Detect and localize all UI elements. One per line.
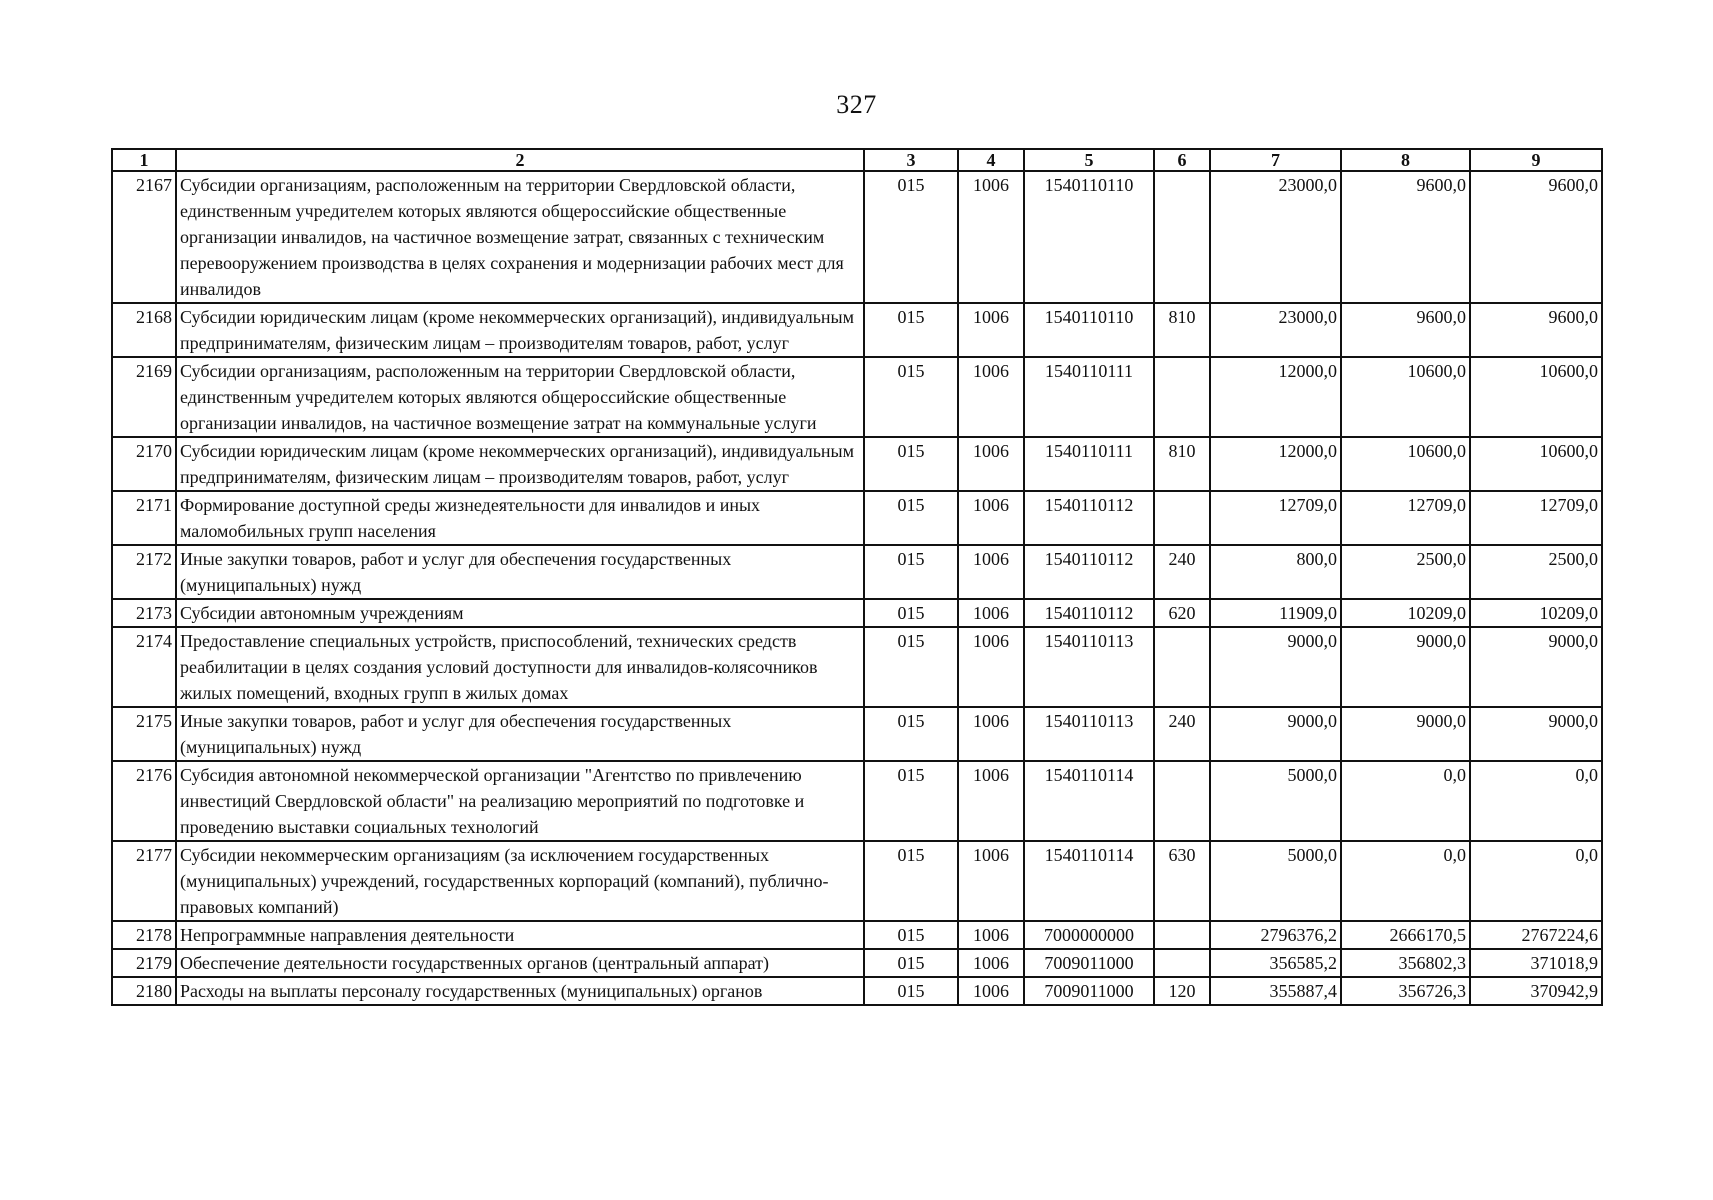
row-number: 2180 — [112, 977, 176, 1005]
table-row — [112, 491, 1602, 545]
row-name: Предоставление специальных устройств, приспособлений, технических средств реабилитации в целях создания условий доступности для инвалидов-колясочников жилых помещений, входных групп в жилых домах — [176, 627, 864, 707]
row-number: 2171 — [112, 491, 176, 545]
row-code-5: 1540110112 — [1024, 545, 1154, 599]
row-name: Субсидии юридическим лицам (кроме некоммерческих организаций), индивидуальным предпринимателям, физическим лицам – производителям товаров, работ, услуг — [176, 303, 864, 357]
table-row — [112, 841, 1602, 921]
row-value-9: 10209,0 — [1470, 599, 1602, 627]
row-code-6 — [1154, 491, 1210, 545]
row-name: Субсидии юридическим лицам (кроме некоммерческих организаций), индивидуальным предпринимателям, физическим лицам – производителям товаров, работ, услуг — [176, 437, 864, 491]
row-code-5: 1540110110 — [1024, 303, 1154, 357]
row-code-3: 015 — [864, 977, 958, 1005]
table-row — [112, 707, 1602, 761]
row-code-4: 1006 — [958, 707, 1024, 761]
row-code-5: 7000000000 — [1024, 921, 1154, 949]
row-number: 2176 — [112, 761, 176, 841]
row-number: 2179 — [112, 949, 176, 977]
row-number: 2174 — [112, 627, 176, 707]
row-code-5: 1540110112 — [1024, 491, 1154, 545]
row-code-5: 1540110114 — [1024, 761, 1154, 841]
row-name: Субсидии организациям, расположенным на территории Свердловской области, единственным учредителем которых являются общероссийские общественные организации инвалидов, на частичное возмещение затрат на коммунальные услуги — [176, 357, 864, 437]
row-value-8: 9000,0 — [1341, 627, 1470, 707]
row-code-6 — [1154, 357, 1210, 437]
row-name: Иные закупки товаров, работ и услуг для обеспечения государственных (муниципальных) нужд — [176, 707, 864, 761]
header-cell: 7 — [1210, 149, 1341, 171]
header-cell: 3 — [864, 149, 958, 171]
row-value-7: 2796376,2 — [1210, 921, 1341, 949]
row-code-4: 1006 — [958, 921, 1024, 949]
table-row — [112, 977, 1602, 1005]
row-value-8: 2666170,5 — [1341, 921, 1470, 949]
row-name: Иные закупки товаров, работ и услуг для обеспечения государственных (муниципальных) нужд — [176, 545, 864, 599]
row-value-8: 356726,3 — [1341, 977, 1470, 1005]
row-value-8: 9000,0 — [1341, 707, 1470, 761]
row-value-9: 371018,9 — [1470, 949, 1602, 977]
row-code-4: 1006 — [958, 545, 1024, 599]
row-value-7: 9000,0 — [1210, 707, 1341, 761]
row-value-8: 9600,0 — [1341, 171, 1470, 303]
row-value-7: 12000,0 — [1210, 437, 1341, 491]
row-code-4: 1006 — [958, 303, 1024, 357]
row-value-8: 10600,0 — [1341, 437, 1470, 491]
row-code-6 — [1154, 949, 1210, 977]
header-row — [112, 149, 1602, 171]
table-row — [112, 437, 1602, 491]
row-name: Обеспечение деятельности государственных органов (центральный аппарат) — [176, 949, 864, 977]
row-code-6 — [1154, 171, 1210, 303]
row-number: 2175 — [112, 707, 176, 761]
budget-table — [111, 148, 1603, 1006]
row-code-5: 1540110112 — [1024, 599, 1154, 627]
row-code-3: 015 — [864, 707, 958, 761]
header-cell: 8 — [1341, 149, 1470, 171]
row-code-6: 630 — [1154, 841, 1210, 921]
row-name: Субсидия автономной некоммерческой организации "Агентство по привлечению инвестиций Свердловской области" на реализацию мероприятий по подготовке и проведению выставки социальных технологий — [176, 761, 864, 841]
row-value-7: 9000,0 — [1210, 627, 1341, 707]
row-number: 2172 — [112, 545, 176, 599]
row-code-6 — [1154, 921, 1210, 949]
row-code-3: 015 — [864, 491, 958, 545]
row-code-3: 015 — [864, 841, 958, 921]
row-number: 2168 — [112, 303, 176, 357]
row-value-8: 2500,0 — [1341, 545, 1470, 599]
row-value-8: 10600,0 — [1341, 357, 1470, 437]
row-name: Формирование доступной среды жизнедеятельности для инвалидов и иных маломобильных групп населения — [176, 491, 864, 545]
table-row — [112, 303, 1602, 357]
row-value-7: 12000,0 — [1210, 357, 1341, 437]
row-code-3: 015 — [864, 545, 958, 599]
row-value-9: 9600,0 — [1470, 303, 1602, 357]
row-value-9: 9600,0 — [1470, 171, 1602, 303]
row-code-4: 1006 — [958, 437, 1024, 491]
row-code-4: 1006 — [958, 627, 1024, 707]
row-number: 2178 — [112, 921, 176, 949]
row-code-3: 015 — [864, 303, 958, 357]
row-code-3: 015 — [864, 921, 958, 949]
row-value-8: 12709,0 — [1341, 491, 1470, 545]
row-code-3: 015 — [864, 599, 958, 627]
header-cell: 6 — [1154, 149, 1210, 171]
row-value-7: 23000,0 — [1210, 171, 1341, 303]
header-cell: 1 — [112, 149, 176, 171]
row-code-4: 1006 — [958, 949, 1024, 977]
row-code-5: 7009011000 — [1024, 949, 1154, 977]
row-code-5: 1540110113 — [1024, 627, 1154, 707]
row-code-4: 1006 — [958, 599, 1024, 627]
row-number: 2170 — [112, 437, 176, 491]
row-code-5: 1540110113 — [1024, 707, 1154, 761]
row-value-7: 356585,2 — [1210, 949, 1341, 977]
row-code-6: 810 — [1154, 303, 1210, 357]
row-code-6 — [1154, 761, 1210, 841]
row-code-5: 1540110114 — [1024, 841, 1154, 921]
header-cell: 4 — [958, 149, 1024, 171]
row-number: 2169 — [112, 357, 176, 437]
row-value-8: 10209,0 — [1341, 599, 1470, 627]
header-cell: 2 — [176, 149, 864, 171]
row-code-3: 015 — [864, 357, 958, 437]
row-code-5: 1540110111 — [1024, 357, 1154, 437]
row-code-3: 015 — [864, 171, 958, 303]
row-number: 2173 — [112, 599, 176, 627]
row-code-6: 810 — [1154, 437, 1210, 491]
table-row — [112, 357, 1602, 437]
row-code-4: 1006 — [958, 761, 1024, 841]
row-code-6: 240 — [1154, 545, 1210, 599]
table-row — [112, 171, 1602, 303]
row-value-7: 800,0 — [1210, 545, 1341, 599]
row-code-4: 1006 — [958, 841, 1024, 921]
table-row — [112, 761, 1602, 841]
row-code-5: 7009011000 — [1024, 977, 1154, 1005]
row-value-9: 0,0 — [1470, 761, 1602, 841]
row-code-4: 1006 — [958, 171, 1024, 303]
row-value-7: 5000,0 — [1210, 841, 1341, 921]
row-value-9: 9000,0 — [1470, 627, 1602, 707]
row-code-6: 120 — [1154, 977, 1210, 1005]
row-value-9: 2767224,6 — [1470, 921, 1602, 949]
row-name: Субсидии организациям, расположенным на территории Свердловской области, единственным учредителем которых являются общероссийские общественные организации инвалидов, на частичное возмещение затрат, связанных с техническим перевооружением производства в целях сохранения и модернизации рабочих мест для инвалидов — [176, 171, 864, 303]
row-code-5: 1540110111 — [1024, 437, 1154, 491]
table-row — [112, 949, 1602, 977]
row-code-4: 1006 — [958, 977, 1024, 1005]
row-name: Субсидии автономным учреждениям — [176, 599, 864, 627]
row-code-3: 015 — [864, 949, 958, 977]
row-value-7: 12709,0 — [1210, 491, 1341, 545]
row-name: Субсидии некоммерческим организациям (за исключением государственных (муниципальных) учреждений, государственных корпораций (компаний), публично-правовых компаний) — [176, 841, 864, 921]
row-name: Расходы на выплаты персоналу государственных (муниципальных) органов — [176, 977, 864, 1005]
row-code-3: 015 — [864, 627, 958, 707]
page-number: 327 — [836, 90, 877, 119]
row-code-3: 015 — [864, 761, 958, 841]
row-number: 2177 — [112, 841, 176, 921]
row-value-7: 5000,0 — [1210, 761, 1341, 841]
row-value-8: 356802,3 — [1341, 949, 1470, 977]
row-code-4: 1006 — [958, 491, 1024, 545]
row-name: Непрограммные направления деятельности — [176, 921, 864, 949]
row-value-9: 9000,0 — [1470, 707, 1602, 761]
header-cell: 5 — [1024, 149, 1154, 171]
row-value-9: 370942,9 — [1470, 977, 1602, 1005]
row-code-6 — [1154, 627, 1210, 707]
table-row — [112, 599, 1602, 627]
row-code-4: 1006 — [958, 357, 1024, 437]
row-code-6: 620 — [1154, 599, 1210, 627]
row-value-7: 23000,0 — [1210, 303, 1341, 357]
header-cell: 9 — [1470, 149, 1602, 171]
row-code-6: 240 — [1154, 707, 1210, 761]
row-value-8: 9600,0 — [1341, 303, 1470, 357]
row-value-7: 355887,4 — [1210, 977, 1341, 1005]
row-code-5: 1540110110 — [1024, 171, 1154, 303]
row-value-9: 10600,0 — [1470, 357, 1602, 437]
table-row — [112, 627, 1602, 707]
row-value-9: 10600,0 — [1470, 437, 1602, 491]
row-value-9: 12709,0 — [1470, 491, 1602, 545]
row-code-3: 015 — [864, 437, 958, 491]
table-row — [112, 921, 1602, 949]
row-value-8: 0,0 — [1341, 841, 1470, 921]
row-value-9: 0,0 — [1470, 841, 1602, 921]
row-value-8: 0,0 — [1341, 761, 1470, 841]
table-row — [112, 545, 1602, 599]
row-value-9: 2500,0 — [1470, 545, 1602, 599]
row-value-7: 11909,0 — [1210, 599, 1341, 627]
row-number: 2167 — [112, 171, 176, 303]
